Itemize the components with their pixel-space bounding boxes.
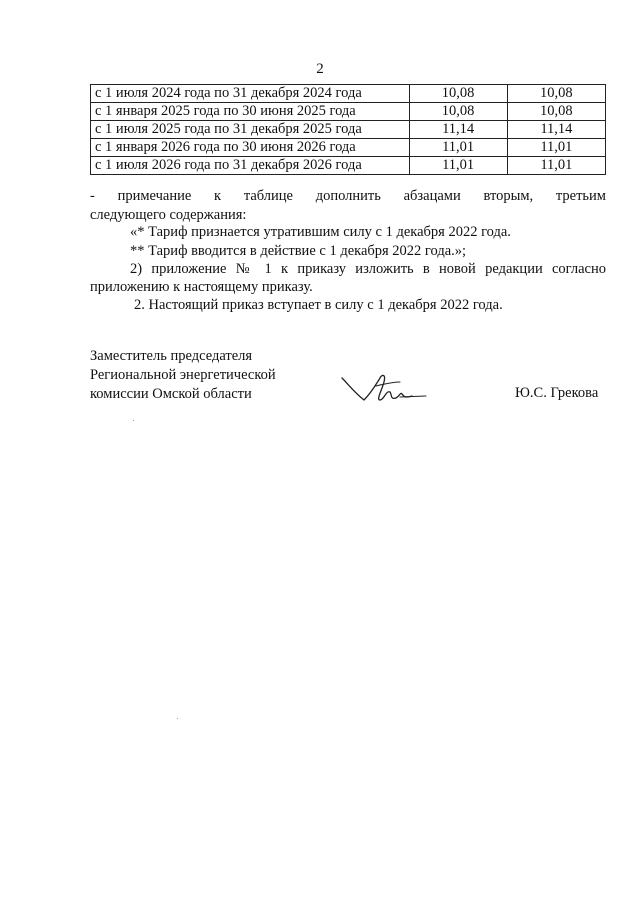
table-cell-value: 11,01 (409, 157, 507, 175)
footnote-1: «* Тариф признается утратившим силу с 1 декабря 2022 года. (130, 224, 511, 240)
note-line-1: - примечание к таблице дополнить абзацами вторым, третьим (90, 188, 606, 204)
scan-speck (177, 718, 178, 719)
table-cell-value: 11,14 (507, 121, 605, 139)
table-row (91, 121, 606, 139)
signatory-title-line-2: Региональной энергетической (90, 367, 276, 383)
item-2-line-1: 2) приложение № 1 к приказу изложить в новой редакции согласно (130, 261, 606, 277)
table-cell-value: 10,08 (409, 85, 507, 103)
item-3: 2. Настоящий приказ вступает в силу с 1 декабря 2022 года. (134, 297, 503, 313)
table-row (91, 103, 606, 121)
footnote-2: ** Тариф вводится в действие с 1 декабря 2022 года.»; (130, 243, 467, 259)
table-cell-value: 11,14 (409, 121, 507, 139)
table-row (91, 85, 606, 103)
table-cell-value: 10,08 (409, 103, 507, 121)
scan-speck (133, 420, 134, 421)
table-cell-period: с 1 января 2026 года по 30 июня 2026 года (91, 139, 410, 157)
handwritten-signature (340, 370, 440, 410)
table-cell-period: с 1 июля 2024 года по 31 декабря 2024 года (91, 85, 410, 103)
tariff-table (90, 84, 606, 175)
table-cell-value: 11,01 (507, 157, 605, 175)
table-cell-period: с 1 июля 2025 года по 31 декабря 2025 года (91, 121, 410, 139)
table-cell-value: 10,08 (507, 103, 605, 121)
signatory-name: Ю.С. Грекова (515, 385, 599, 401)
table-row (91, 139, 606, 157)
table-cell-period: с 1 января 2025 года по 30 июня 2025 года (91, 103, 410, 121)
signatory-title-line-1: Заместитель председателя (90, 348, 253, 364)
signatory-title (90, 347, 276, 404)
table-cell-value: 11,01 (507, 139, 605, 157)
note-line-2: следующего содержания: (90, 207, 247, 223)
table-cell-value: 10,08 (507, 85, 605, 103)
page-number: 2 (316, 61, 324, 77)
table-cell-value: 11,01 (409, 139, 507, 157)
item-2-line-2: приложению к настоящему приказу. (90, 279, 313, 295)
table-cell-period: с 1 июля 2026 года по 31 декабря 2026 года (91, 157, 410, 175)
table-row (91, 157, 606, 175)
signatory-title-line-3: комиссии Омской области (90, 386, 252, 402)
